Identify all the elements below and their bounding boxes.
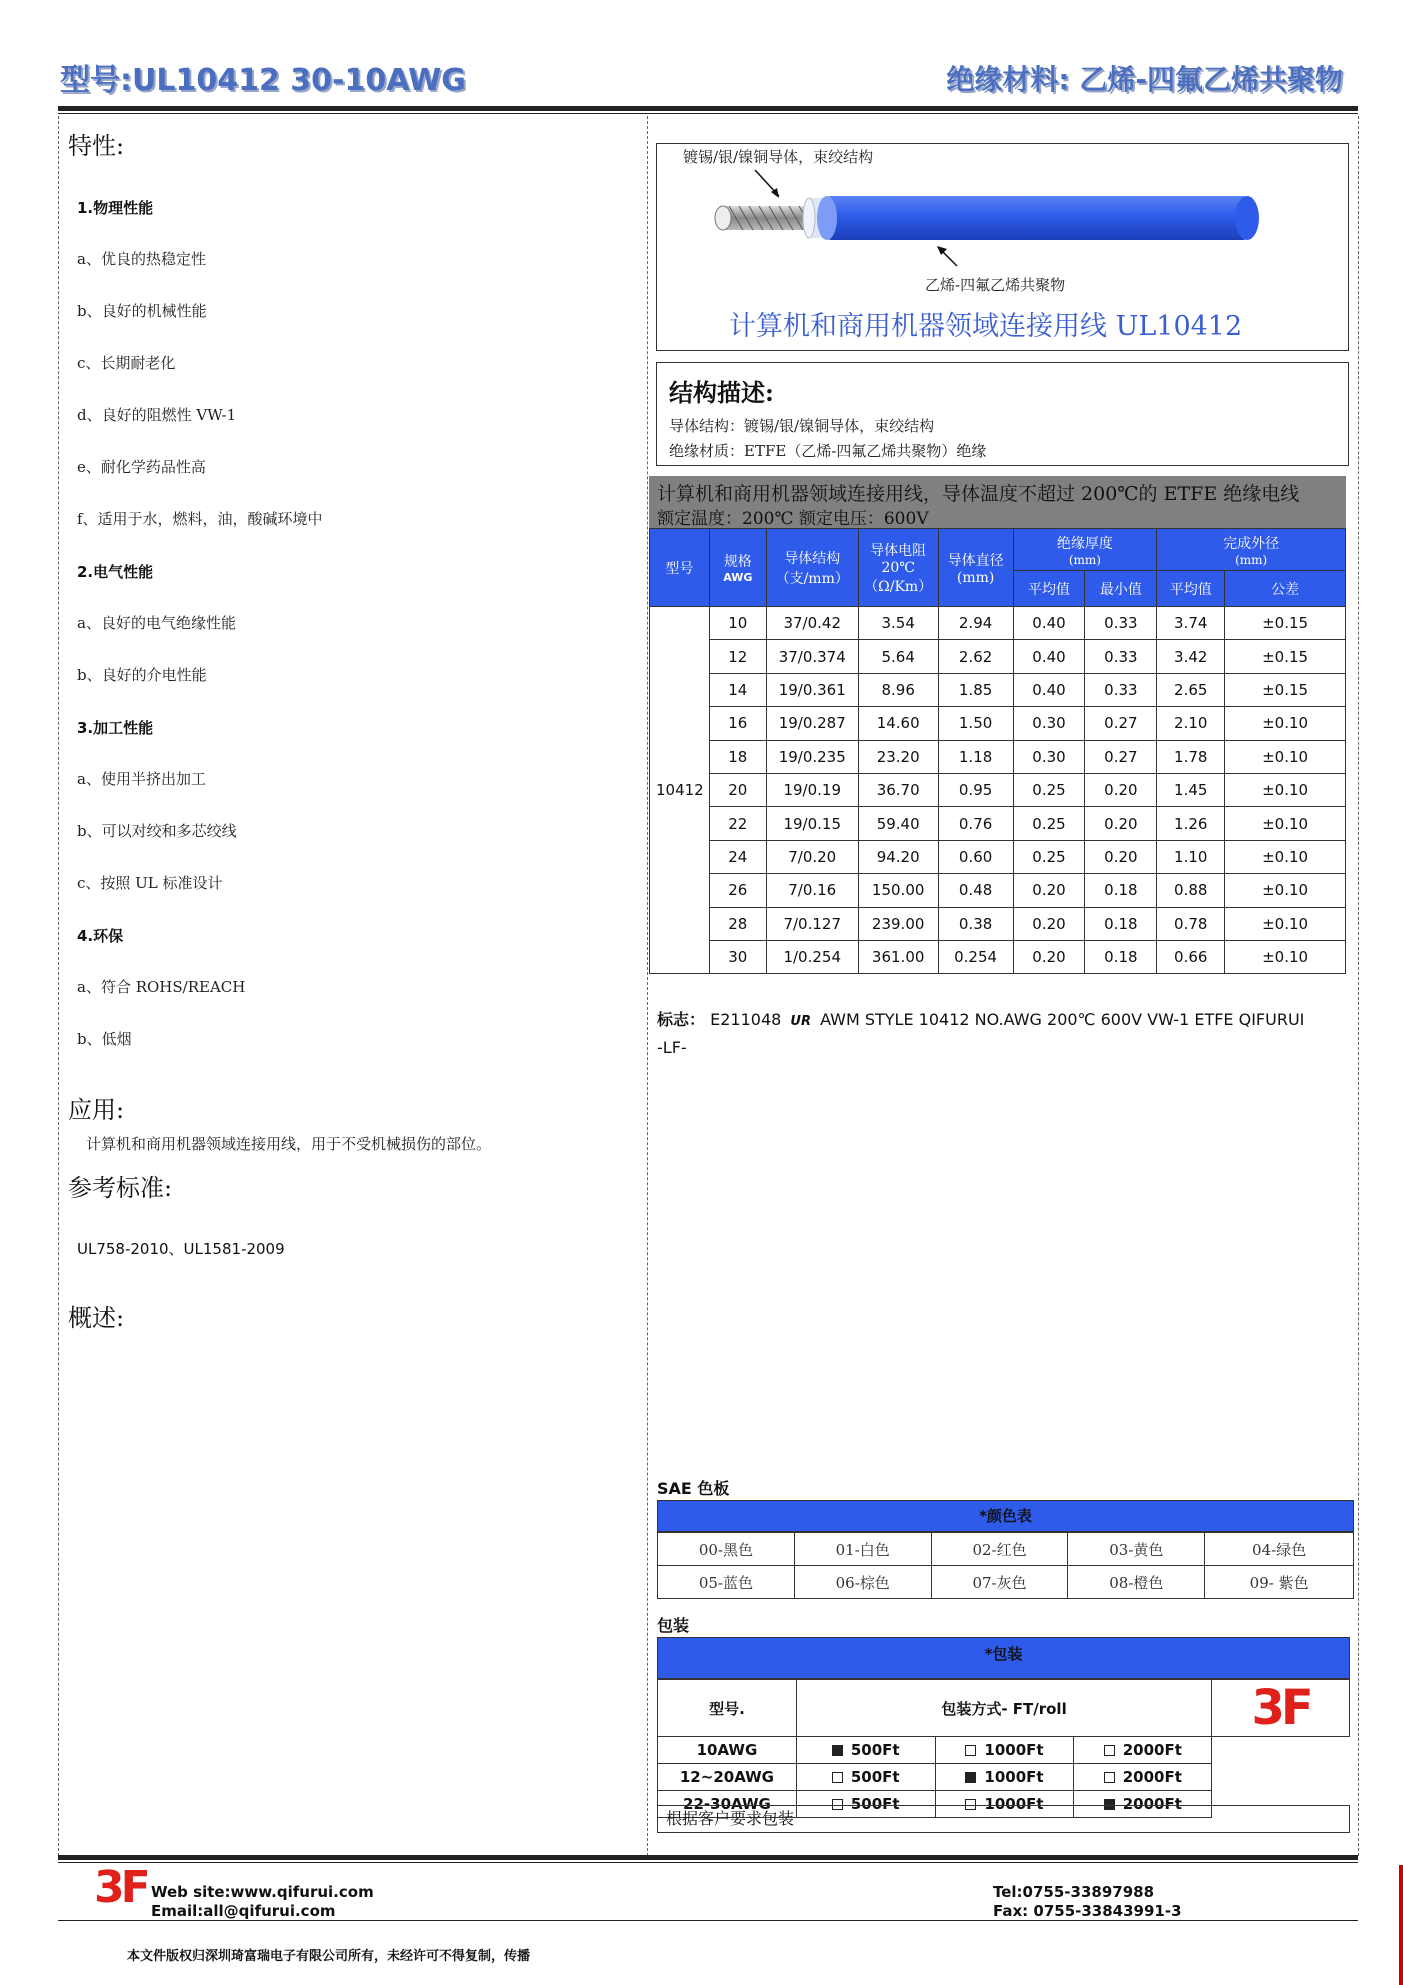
insulation-label: 乙烯-四氟乙烯共聚物 [925, 276, 1066, 294]
group-title: 2.电气性能 [77, 563, 154, 581]
packaging-option-label: 2000Ft [1122, 1795, 1182, 1813]
col-ins-avg-header: 平均值 [1013, 571, 1085, 607]
packaging-option [935, 1737, 1074, 1764]
spec-row [650, 673, 1346, 706]
spec-cell: 59.40 [858, 807, 938, 840]
illustration-title: 计算机和商用机器领域连接用线 UL10412 [729, 311, 1243, 342]
color-table [657, 1532, 1354, 1599]
spec-banner-line-1: 计算机和商用机器领域连接用线，导体温度不超过 200℃的 ETFE 绝缘电线 [657, 483, 1300, 505]
spec-cell: 0.40 [1013, 607, 1085, 640]
spec-cell: 0.18 [1085, 874, 1157, 907]
packaging-table-header: *包装 [657, 1637, 1350, 1679]
wire-illustration-box [656, 143, 1349, 351]
page-edge-mark [1399, 1865, 1403, 1985]
spec-cell: 0.27 [1085, 707, 1157, 740]
col-od-tol-header: 公差 [1225, 571, 1346, 607]
spec-cell: 0.76 [938, 807, 1013, 840]
spec-cell: ±0.10 [1225, 907, 1346, 940]
header-rule [58, 106, 1358, 111]
spec-cell: 23.20 [858, 740, 938, 773]
feature-item: a、符合 ROHS/REACH [77, 978, 246, 996]
group-title: 4.环保 [77, 927, 124, 945]
spec-cell: 37/0.42 [766, 607, 858, 640]
spec-cell: 1.45 [1157, 773, 1225, 806]
group-title: 3.加工性能 [77, 719, 154, 737]
col-diameter-header: 导体直径(mm) [938, 529, 1013, 607]
structure-line-2: 绝缘材质：ETFE（乙烯-四氟乙烯共聚物）绝缘 [669, 442, 987, 460]
spec-cell: 26 [709, 874, 766, 907]
feature-item: f、适用于水，燃料，油，酸碱环境中 [77, 510, 323, 528]
packaging-option [796, 1764, 935, 1791]
spec-cell: 1.10 [1157, 840, 1225, 873]
spec-cell: 0.20 [1013, 940, 1085, 973]
frame-right [1358, 116, 1359, 1856]
spec-cell: 150.00 [858, 874, 938, 907]
spec-cell: 1.78 [1157, 740, 1225, 773]
packaging-option-label: 1000Ft [984, 1795, 1044, 1813]
spec-cell: 19/0.361 [766, 673, 858, 706]
packaging-option [1074, 1737, 1212, 1764]
color-cell: 08-橙色 [1068, 1566, 1205, 1599]
footer-fax: Fax: 0755-33843991-3 [993, 1902, 1182, 1920]
footer-logo: 3F [94, 1862, 147, 1913]
spec-cell: 361.00 [858, 940, 938, 973]
spec-cell: 0.25 [1013, 773, 1085, 806]
structure-title: 结构描述: [669, 378, 774, 407]
spec-cell: 30 [709, 940, 766, 973]
col-resistance-header: 导体电阻 20℃ （Ω/Km） [858, 529, 938, 607]
feature-item: b、可以对绞和多芯绞线 [77, 822, 237, 840]
spec-cell: 94.20 [858, 840, 938, 873]
spec-cell: 19/0.19 [766, 773, 858, 806]
spec-cell: 3.42 [1157, 640, 1225, 673]
col-model-header: 型号 [650, 529, 710, 607]
spec-row [650, 874, 1346, 907]
spec-banner-line-2: 额定温度：200℃ 额定电压：600V [657, 509, 929, 529]
feature-item: b、良好的介电性能 [77, 666, 207, 684]
application-title: 应用: [68, 1096, 125, 1124]
footer-rule-thin [58, 1862, 1358, 1863]
packaging-model-header: 型号. [658, 1680, 797, 1737]
spec-cell: ±0.10 [1225, 940, 1346, 973]
color-cell: 04-绿色 [1205, 1533, 1354, 1566]
spec-cell: 12 [709, 640, 766, 673]
packaging-option-label: 500Ft [850, 1741, 900, 1759]
color-cell: 02-红色 [931, 1533, 1068, 1566]
spec-cell: 37/0.374 [766, 640, 858, 673]
standard-title: 参考标准: [68, 1174, 173, 1202]
spec-cell: ±0.10 [1225, 707, 1346, 740]
insulation-title: 绝缘材料: 乙烯-四氟乙烯共聚物 [946, 63, 1343, 96]
header-rule-thin [58, 113, 1358, 114]
marking-suffix: -LF- [657, 1038, 687, 1057]
spec-row [650, 607, 1346, 640]
spec-cell: 0.88 [1157, 874, 1225, 907]
spec-cell: 0.60 [938, 840, 1013, 873]
copyright: 本文件版权归深圳琦富瑞电子有限公司所有，未经许可不得复制，传播 [127, 1949, 531, 1964]
spec-cell: 8.96 [858, 673, 938, 706]
col-ins-min-header: 最小值 [1085, 571, 1157, 607]
spec-cell: ±0.10 [1225, 874, 1346, 907]
unchecked-box-icon [832, 1772, 843, 1783]
spec-cell: 0.30 [1013, 707, 1085, 740]
spec-cell: 0.38 [938, 907, 1013, 940]
spec-cell: 0.95 [938, 773, 1013, 806]
packaging-option [796, 1737, 935, 1764]
frame-left [58, 116, 59, 1856]
spec-cell: 0.27 [1085, 740, 1157, 773]
spec-cell: 0.25 [1013, 840, 1085, 873]
spec-cell: 0.33 [1085, 640, 1157, 673]
spec-cell: ±0.10 [1225, 840, 1346, 873]
feature-item: b、低烟 [77, 1030, 132, 1048]
spec-cell: 3.74 [1157, 607, 1225, 640]
ul-recognized-icon: UR [790, 1014, 811, 1029]
spec-cell: 18 [709, 740, 766, 773]
checked-box-icon [832, 1745, 843, 1756]
footer-rule [58, 1855, 1358, 1860]
unchecked-box-icon [965, 1745, 976, 1756]
features-title: 特性: [68, 132, 125, 160]
feature-item: a、使用半挤出加工 [77, 770, 206, 788]
feature-item: d、良好的阻燃性 VW-1 [77, 406, 237, 424]
spec-row [650, 907, 1346, 940]
feature-item: a、良好的电气绝缘性能 [77, 614, 236, 632]
checked-box-icon [965, 1772, 976, 1783]
spec-row [650, 773, 1346, 806]
feature-item: b、良好的机械性能 [77, 302, 207, 320]
footer-divider [58, 1920, 1358, 1921]
spec-cell: 2.62 [938, 640, 1013, 673]
model-cell: 10412 [650, 607, 710, 974]
spec-cell: 3.54 [858, 607, 938, 640]
spec-cell: 0.78 [1157, 907, 1225, 940]
spec-cell: ±0.10 [1225, 773, 1346, 806]
col-od-header: 完成外径 (mm) [1157, 529, 1346, 571]
spec-cell: 19/0.15 [766, 807, 858, 840]
col-gauge-header: 规格 AWG [709, 529, 766, 607]
marking-cert: E211048 [710, 1010, 782, 1029]
packaging-option-label: 500Ft [850, 1768, 900, 1786]
packaging-option [1074, 1764, 1212, 1791]
color-section-title: SAE 色板 [657, 1479, 730, 1498]
packaging-row [658, 1764, 1350, 1791]
spec-cell: 36.70 [858, 773, 938, 806]
packaging-section-title: 包装 [657, 1616, 690, 1635]
footer-tel: Tel:0755-33897988 [993, 1883, 1155, 1901]
spec-cell: 1.26 [1157, 807, 1225, 840]
spec-row [650, 840, 1346, 873]
spec-cell: 7/0.127 [766, 907, 858, 940]
spec-cell: 1.50 [938, 707, 1013, 740]
standard-text: UL758-2010、UL1581-2009 [77, 1240, 285, 1258]
spec-cell: 0.20 [1013, 907, 1085, 940]
spec-cell: 0.254 [938, 940, 1013, 973]
spec-cell: 5.64 [858, 640, 938, 673]
group-title: 1.物理性能 [77, 199, 154, 217]
color-cell: 01-白色 [794, 1533, 931, 1566]
packaging-option-label: 2000Ft [1122, 1768, 1182, 1786]
feature-item: e、耐化学药品性高 [77, 458, 206, 476]
packaging-model: 22-30AWG [658, 1791, 797, 1818]
spec-table-body [650, 607, 1346, 974]
frame-divider [647, 116, 648, 1856]
spec-cell: 19/0.235 [766, 740, 858, 773]
spec-cell: 0.66 [1157, 940, 1225, 973]
spec-cell: 0.33 [1085, 607, 1157, 640]
color-cell: 05-蓝色 [658, 1566, 795, 1599]
feature-item: c、按照 UL 标准设计 [77, 874, 223, 892]
packaging-option [935, 1764, 1074, 1791]
col-strand-header: 导体结构（支/mm） [766, 529, 858, 607]
spec-cell: 22 [709, 807, 766, 840]
spec-cell: 0.20 [1085, 807, 1157, 840]
spec-cell: 0.30 [1013, 740, 1085, 773]
structure-box [656, 362, 1349, 466]
spec-table [649, 528, 1346, 974]
overview-title: 概述: [68, 1304, 125, 1332]
spec-cell: 2.94 [938, 607, 1013, 640]
spec-row [650, 940, 1346, 973]
spec-cell: 2.10 [1157, 707, 1225, 740]
packaging-method-header: 包装方式- FT/roll [796, 1680, 1211, 1737]
spec-cell: 10 [709, 607, 766, 640]
marking-text: AWM STYLE 10412 NO.AWG 200℃ 600V VW-1 ETFE QIFURUI [820, 1010, 1305, 1029]
spec-cell: 0.25 [1013, 807, 1085, 840]
spec-cell: ±0.10 [1225, 807, 1346, 840]
spec-cell: ±0.10 [1225, 740, 1346, 773]
spec-cell: 16 [709, 707, 766, 740]
brand-logo: 3F [1212, 1680, 1350, 1737]
spec-cell: 0.48 [938, 874, 1013, 907]
spec-cell: 1.85 [938, 673, 1013, 706]
structure-line-1: 导体结构：镀锡/银/镍铜导体，束绞结构 [669, 417, 935, 435]
spec-cell: 1.18 [938, 740, 1013, 773]
packaging-model: 12~20AWG [658, 1764, 797, 1791]
spec-cell: 28 [709, 907, 766, 940]
color-cell: 00-黑色 [658, 1533, 795, 1566]
application-text: 计算机和商用机器领域连接用线，用于不受机械损伤的部位。 [86, 1135, 492, 1153]
color-cell: 06-棕色 [794, 1566, 931, 1599]
feature-item: a、优良的热稳定性 [77, 250, 206, 268]
col-od-avg-header: 平均值 [1157, 571, 1225, 607]
marking-label: 标志： [657, 1010, 706, 1029]
footer-email[interactable]: Email:all@qifurui.com [151, 1902, 336, 1920]
spec-cell: ±0.15 [1225, 640, 1346, 673]
col-insulation-header: 绝缘厚度 (mm) [1013, 529, 1157, 571]
spec-cell: 0.20 [1013, 874, 1085, 907]
spec-cell: 20 [709, 773, 766, 806]
unchecked-box-icon [1104, 1772, 1115, 1783]
spec-cell: 19/0.287 [766, 707, 858, 740]
packaging-option-label: 1000Ft [984, 1741, 1044, 1759]
packaging-option-label: 1000Ft [984, 1768, 1044, 1786]
spec-cell: 0.20 [1085, 840, 1157, 873]
spec-cell: 0.18 [1085, 940, 1157, 973]
spec-cell: 0.20 [1085, 773, 1157, 806]
spec-cell: 0.40 [1013, 673, 1085, 706]
spec-row [650, 807, 1346, 840]
color-table-header: *颜色表 [657, 1500, 1354, 1532]
spec-row [650, 707, 1346, 740]
spec-banner [649, 476, 1346, 528]
spec-cell: 1/0.254 [766, 940, 858, 973]
spec-cell: 14.60 [858, 707, 938, 740]
packaging-row [658, 1737, 1350, 1764]
spec-cell: 239.00 [858, 907, 938, 940]
conductor-label: 镀锡/银/镍铜导体，束绞结构 [683, 148, 874, 166]
model-title: 型号:UL10412 30-10AWG [60, 63, 466, 98]
packaging-table [657, 1679, 1350, 1818]
unchecked-box-icon [1104, 1745, 1115, 1756]
spec-row [650, 640, 1346, 673]
color-cell: 07-灰色 [931, 1566, 1068, 1599]
packaging-model: 10AWG [658, 1737, 797, 1764]
spec-cell: 0.33 [1085, 673, 1157, 706]
spec-row [650, 740, 1346, 773]
spec-cell: 24 [709, 840, 766, 873]
footer-website[interactable]: Web site:www.qifurui.com [151, 1883, 374, 1901]
packaging-option-label: 500Ft [850, 1795, 900, 1813]
marking [657, 1007, 1357, 1061]
color-cell: 09- 紫色 [1205, 1566, 1354, 1599]
packaging-option-label: 2000Ft [1122, 1741, 1182, 1759]
spec-cell: 0.18 [1085, 907, 1157, 940]
spec-cell: 14 [709, 673, 766, 706]
spec-cell: ±0.15 [1225, 607, 1346, 640]
spec-cell: 2.65 [1157, 673, 1225, 706]
color-cell: 03-黄色 [1068, 1533, 1205, 1566]
spec-cell: 7/0.20 [766, 840, 858, 873]
packaging-note: 根据客户要求包装 [657, 1805, 1350, 1833]
spec-cell: ±0.15 [1225, 673, 1346, 706]
feature-item: c、长期耐老化 [77, 354, 176, 372]
spec-cell: 0.40 [1013, 640, 1085, 673]
spec-cell: 7/0.16 [766, 874, 858, 907]
